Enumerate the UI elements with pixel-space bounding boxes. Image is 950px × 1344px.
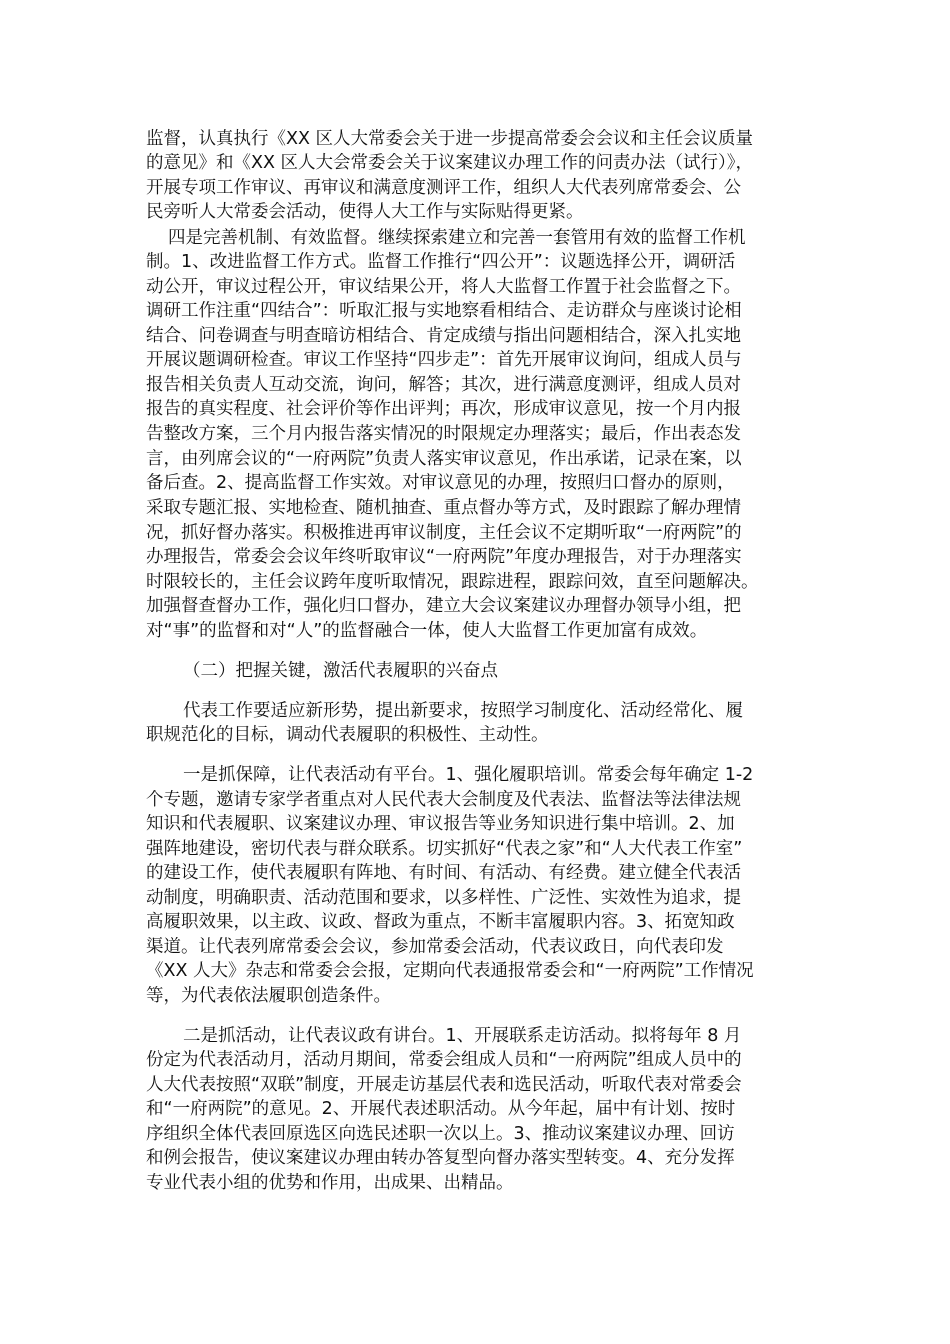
text-line: 的建设工作，使代表履职有阵地、有时间、有活动、有经费。建立健全代表活 <box>146 863 741 883</box>
text-line: 采取专题汇报、实地检查、随机抽查、重点督办等方式，及时跟踪了解办理情 <box>146 498 741 518</box>
text-line: 办理报告，常委会会议年终听取审议“一府两院”年度办理报告，对于办理落实 <box>146 547 742 567</box>
text-line: 专业代表小组的优势和作用，出成果、出精品。 <box>146 1173 514 1193</box>
text-line: 序组织全体代表回原选区向选民述职一次以上。3、推动议案建议办理、回访 <box>146 1124 735 1144</box>
text-line: 等，为代表依法履职创造条件。 <box>146 986 391 1006</box>
text-line: 言，由列席会议的“一府两院”负责人落实审议意见，作出承诺，记录在案，以 <box>146 449 742 469</box>
paragraph-start-line: 一是抓保障，让代表活动有平台。1、强化履职培训。常委会每年确定 1-2 <box>183 765 754 785</box>
text-line: 调研工作注重“四结合”：听取汇报与实地察看相结合、走访群众与座谈讨论相 <box>146 301 742 321</box>
text-line: 报告相关负责人互动交流，询问，解答；其次，进行满意度测评，组成人员对 <box>146 375 741 395</box>
text-line: 时限较长的，主任会议跨年度听取情况，跟踪进程，跟踪问效，直至问题解决。 <box>146 572 759 592</box>
text-line: 况，抓好督办落实。积极推进再审议制度，主任会议不定期听取“一府两院”的 <box>146 523 742 543</box>
text-line: 结合、问卷调查与明查暗访相结合、肯定成绩与指出问题相结合，深入扎实地 <box>146 326 741 346</box>
paragraph-start-line: 二是抓活动，让代表议政有讲台。1、开展联系走访活动。拟将每年 8 月 <box>183 1026 742 1046</box>
text-line: 制。1、改进监督工作方式。监督工作推行“四公开”：议题选择公开，调研活 <box>146 252 736 272</box>
text-line: 报告的真实程度、社会评价等作出评判；再次，形成审议意见，按一个月内报 <box>146 399 741 419</box>
text-line: 开展专项工作审议、再审议和满意度测评工作，组织人大代表列席常委会、公 <box>146 178 741 198</box>
text-line: 份定为代表活动月，活动月期间，常委会组成人员和“一府两院”组成人员中的 <box>146 1050 742 1070</box>
text-line: 知识和代表履职、议案建议办理、审议报告等业务知识进行集中培训。2、加 <box>146 814 735 834</box>
paragraph-start-line: 四是完善机制、有效监督。继续探索建立和完善一套管用有效的监督工作机 <box>168 228 746 248</box>
text-line: 对“事”的监督和对“人”的监督融合一体，使人大监督工作更加富有成效。 <box>146 621 708 641</box>
text-line: 和例会报告，使议案建议办理由转办答复型向督办落实型转变。4、充分发挥 <box>146 1148 735 1168</box>
text-line: 高履职效果，以主政、议政、督政为重点，不断丰富履职内容。3、拓宽知政 <box>146 912 735 932</box>
text-line: 的意见》和《XX 区人大会常委会关于议案建议办理工作的问责办法（试行）》， <box>146 153 754 173</box>
text-line: 开展议题调研检查。审议工作坚持“四步走”：首先开展审议询问，组成人员与 <box>146 350 742 370</box>
text-line: 个专题，邀请专家学者重点对人民代表大会制度及代表法、监督法等法律法规 <box>146 790 741 810</box>
paragraph-start-line: 代表工作要适应新形势，提出新要求，按照学习制度化、活动经常化、履 <box>183 701 743 721</box>
text-line: 民旁听人大常委会活动，使得人大工作与实际贴得更紧。 <box>146 202 584 222</box>
text-line: 备后查。2、提高监督工作实效。对审议意见的办理，按照归口督办的原则， <box>146 473 735 493</box>
text-line: 职规范化的目标，调动代表履职的积极性、主动性。 <box>146 725 549 745</box>
text-line: 监督，认真执行《XX 区人大常委会关于进一步提高常委会会议和主任会议质量 <box>146 129 754 149</box>
text-line: 强阵地建设，密切代表与群众联系。切实抓好“代表之家”和“人大代表工作室” <box>146 839 743 859</box>
text-line: 动公开，审议过程公开，审议结果公开，将人大监督工作置于社会监督之下。 <box>146 277 741 297</box>
text-line: 动制度，明确职责、活动范围和要求，以多样性、广泛性、实效性为追求，提 <box>146 888 741 908</box>
text-line: 加强督查督办工作，强化归口督办，建立大会议案建议办理督办领导小组，把 <box>146 596 741 616</box>
section-heading: （二）把握关键，激活代表履职的兴奋点 <box>183 661 498 681</box>
text-line: 和“一府两院”的意见。2、开展代表述职活动。从今年起，届中有计划、按时 <box>146 1099 736 1119</box>
text-line: 人大代表按照“双联”制度，开展走访基层代表和选民活动，听取代表对常委会 <box>146 1075 742 1095</box>
text-line: 渠道。让代表列席常委会会议，参加常委会活动，代表议政日，向代表印发 <box>146 937 724 957</box>
text-line: 告整改方案，三个月内报告落实情况的时限规定办理落实；最后，作出表态发 <box>146 424 741 444</box>
text-line: 《XX 人大》杂志和常委会会报，定期向代表通报常委会和“一府两院”工作情况 <box>146 961 754 981</box>
